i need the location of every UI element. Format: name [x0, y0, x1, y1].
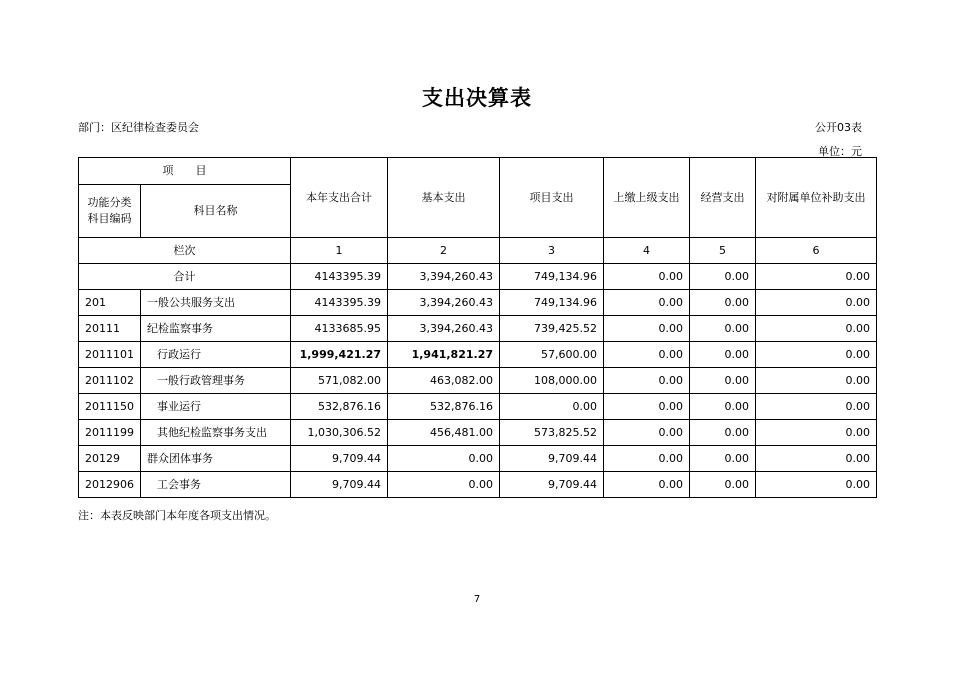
expenditure-table — [78, 157, 877, 498]
row-project: 108,000.00 — [500, 368, 604, 394]
column-number-2: 2 — [388, 238, 500, 264]
row-project: 9,709.44 — [500, 472, 604, 498]
row-basic: 0.00 — [388, 446, 500, 472]
row-code: 2011150 — [79, 394, 141, 420]
row-upper: 0.00 — [604, 394, 690, 420]
total-label: 合计 — [79, 264, 291, 290]
column-number-row — [79, 238, 877, 264]
total-basic: 3,394,260.43 — [388, 264, 500, 290]
row-code: 2011101 — [79, 342, 141, 368]
column-number-label: 栏次 — [79, 238, 291, 264]
row-name: 一般公共服务支出 — [141, 290, 291, 316]
row-upper: 0.00 — [604, 446, 690, 472]
table-note: 注：本表反映部门本年度各项支出情况。 — [78, 509, 276, 522]
column-number-1: 1 — [291, 238, 388, 264]
column-number-5: 5 — [690, 238, 756, 264]
row-name: 事业运行 — [141, 394, 291, 420]
header-row-1 — [79, 158, 877, 185]
row-code: 2011199 — [79, 420, 141, 446]
row-basic: 0.00 — [388, 472, 500, 498]
row-basic: 1,941,821.27 — [388, 342, 500, 368]
column-number-6: 6 — [756, 238, 877, 264]
header-total: 本年支出合计 — [291, 158, 388, 238]
row-total: 9,709.44 — [291, 446, 388, 472]
row-project: 749,134.96 — [500, 290, 604, 316]
row-business: 0.00 — [690, 420, 756, 446]
column-number-4: 4 — [604, 238, 690, 264]
row-total: 9,709.44 — [291, 472, 388, 498]
row-total: 4143395.39 — [291, 290, 388, 316]
total-project: 749,134.96 — [500, 264, 604, 290]
table-row — [79, 342, 877, 368]
row-business: 0.00 — [690, 472, 756, 498]
row-basic: 532,876.16 — [388, 394, 500, 420]
table-row — [79, 368, 877, 394]
table-row — [79, 316, 877, 342]
page-number: 7 — [473, 594, 481, 605]
row-total: 1,999,421.27 — [291, 342, 388, 368]
row-project: 573,825.52 — [500, 420, 604, 446]
row-total: 4133685.95 — [291, 316, 388, 342]
row-project: 57,600.00 — [500, 342, 604, 368]
row-total: 532,876.16 — [291, 394, 388, 420]
table-row — [79, 446, 877, 472]
header-item: 项 目 — [79, 158, 291, 185]
row-basic: 463,082.00 — [388, 368, 500, 394]
header-func-code-line1: 功能分类 — [87, 196, 132, 209]
row-business: 0.00 — [690, 316, 756, 342]
form-code-label: 公开03表 — [815, 121, 862, 134]
row-upper: 0.00 — [604, 368, 690, 394]
row-project: 0.00 — [500, 394, 604, 420]
row-basic: 3,394,260.43 — [388, 290, 500, 316]
row-upper: 0.00 — [604, 472, 690, 498]
row-subsidy: 0.00 — [756, 446, 877, 472]
total-row — [79, 264, 877, 290]
row-project: 739,425.52 — [500, 316, 604, 342]
total-business: 0.00 — [690, 264, 756, 290]
row-code: 20111 — [79, 316, 141, 342]
row-upper: 0.00 — [604, 290, 690, 316]
row-code: 2012906 — [79, 472, 141, 498]
row-name: 一般行政管理事务 — [141, 368, 291, 394]
table-row — [79, 420, 877, 446]
row-project: 9,709.44 — [500, 446, 604, 472]
row-upper: 0.00 — [604, 342, 690, 368]
total-upper: 0.00 — [604, 264, 690, 290]
row-name: 其他纪检监察事务支出 — [141, 420, 291, 446]
header-func-code — [79, 185, 141, 238]
row-basic: 3,394,260.43 — [388, 316, 500, 342]
row-code: 20129 — [79, 446, 141, 472]
row-subsidy: 0.00 — [756, 290, 877, 316]
row-business: 0.00 — [690, 446, 756, 472]
row-subsidy: 0.00 — [756, 420, 877, 446]
row-code: 201 — [79, 290, 141, 316]
row-upper: 0.00 — [604, 316, 690, 342]
row-subsidy: 0.00 — [756, 472, 877, 498]
row-name: 行政运行 — [141, 342, 291, 368]
row-business: 0.00 — [690, 394, 756, 420]
column-number-3: 3 — [500, 238, 604, 264]
department-label: 部门：区纪律检查委员会 — [78, 121, 199, 134]
row-upper: 0.00 — [604, 420, 690, 446]
row-total: 571,082.00 — [291, 368, 388, 394]
unit-label: 单位：元 — [818, 145, 862, 158]
row-name: 纪检监察事务 — [141, 316, 291, 342]
row-subsidy: 0.00 — [756, 368, 877, 394]
row-business: 0.00 — [690, 290, 756, 316]
table-row — [79, 394, 877, 420]
table-row — [79, 472, 877, 498]
row-name: 工会事务 — [141, 472, 291, 498]
page-title: 支出决算表 — [422, 86, 532, 110]
row-business: 0.00 — [690, 342, 756, 368]
row-basic: 456,481.00 — [388, 420, 500, 446]
header-subject-name: 科目名称 — [141, 185, 291, 238]
row-subsidy: 0.00 — [756, 342, 877, 368]
header-business: 经营支出 — [690, 158, 756, 238]
total-total: 4143395.39 — [291, 264, 388, 290]
header-upper: 上缴上级支出 — [604, 158, 690, 238]
row-name: 群众团体事务 — [141, 446, 291, 472]
row-total: 1,030,306.52 — [291, 420, 388, 446]
row-subsidy: 0.00 — [756, 316, 877, 342]
table-row — [79, 290, 877, 316]
row-code: 2011102 — [79, 368, 141, 394]
header-basic: 基本支出 — [388, 158, 500, 238]
header-subsidy: 对附属单位补助支出 — [756, 158, 877, 238]
row-subsidy: 0.00 — [756, 394, 877, 420]
row-business: 0.00 — [690, 368, 756, 394]
header-func-code-line2: 科目编码 — [87, 212, 132, 225]
total-subsidy: 0.00 — [756, 264, 877, 290]
header-project: 项目支出 — [500, 158, 604, 238]
